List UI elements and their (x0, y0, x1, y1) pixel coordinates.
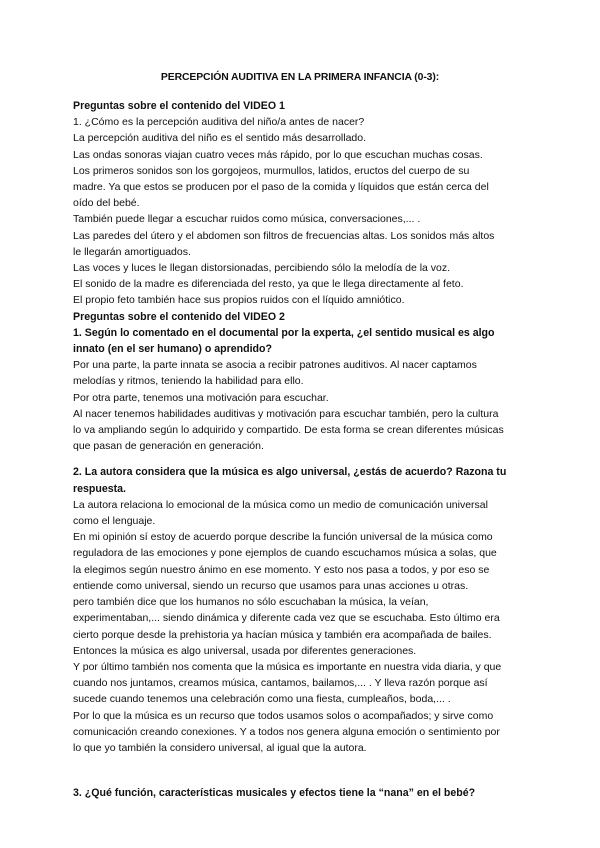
text-line: Entonces la música es algo universal, usada por diferentes generaciones. (73, 644, 417, 657)
text-line: El sonido de la madre es diferenciada del resto, ya que le llega directamente al feto. (73, 278, 464, 291)
text-line: El propio feto también hace sus propios ruidos con el líquido amniótico. (73, 294, 405, 307)
text-line: cuando nos juntamos, creamos música, cantamos, bailamos,... . Y lleva razón porque así (73, 677, 488, 690)
text-line: Las paredes del útero y el abdomen son filtros de frecuencias altas. Los sonidos más altos (73, 229, 495, 242)
question-1 (73, 325, 533, 357)
text-line: reguladora de las emociones y pone ejemplos de cuando escuchamos música a solas, que (73, 547, 497, 560)
text-line: como el lenguaje. (73, 515, 156, 528)
text-line: pero también dice que los humanos no sólo escuchaban la música, la veían, (73, 596, 429, 609)
question-line: 2. La autora considera que la música es algo universal, ¿estás de acuerdo? Razona tu (73, 466, 507, 479)
text-line: Por una parte, la parte innata se asocia a recibir patrones auditivos. Al nacer captamos (73, 359, 477, 372)
question-3 (73, 785, 533, 801)
question-line: 3. ¿Qué función, características musicales y efectos tiene la “nana” en el bebé? (73, 787, 476, 800)
text-line: comunicación creando conexiones. Y a todos nos genera alguna emoción o sentimiento por (73, 725, 500, 738)
text-line: Los primeros sonidos son los gorgojeos, murmullos, latidos, eructos del cuerpo de su (73, 164, 470, 177)
question-line: respuesta. (73, 482, 126, 495)
text-line: Por otra parte, tenemos una motivación para escuchar. (73, 391, 329, 404)
document-title: PERCEPCIÓN AUDITIVA EN LA PRIMERA INFANCIA (0-3): (160, 72, 440, 83)
text-line: Las ondas sonoras viajan cuatro veces más rápido, por lo que escuchan muchas cosas. (73, 148, 483, 161)
text-line: sucede cuando tenemos una celebración como una fiesta, cumpleaños, boda,... . (73, 693, 451, 706)
text-line: En mi opinión sí estoy de acuerdo porque describe la función universal de la música como (73, 531, 493, 544)
question-line: 1. Según lo comentado en el documental por la experta, ¿el sentido musical es algo (73, 326, 495, 339)
question-line: innato (en el ser humano) o aprendido? (73, 343, 272, 356)
text-line: lo que yo también la considero universal, al igual que la autora. (73, 741, 367, 754)
text-line: melodías y ritmos, teniendo la habilidad para ello. (73, 375, 304, 388)
text-line: La autora relaciona lo emocional de la música como un medio de comunicación universal (73, 498, 488, 511)
text-line: entiende como universal, siendo un recurso que usamos para unas acciones u otras. (73, 579, 469, 592)
section-heading-video-2: Preguntas sobre el contenido del VIDEO 2 (73, 310, 285, 323)
text-line: Al nacer tenemos habilidades auditivas y motivación para escuchar también, pero la cultura (73, 407, 499, 420)
text-line: la elegimos según nuestro ánimo en ese momento. Y esto nos pasa a todos, y por eso se (73, 563, 490, 576)
text-line: que pasan de generación en generación. (73, 440, 264, 453)
text-line: experimentaban,... siendo dinámica y diferente cada vez que se escuchaba. Esto último era (73, 612, 500, 625)
text-line: lo va ampliando según lo adquirido y compartido. De esta forma se crean diferentes músicas (73, 424, 504, 437)
text-line: madre. Ya que estos se producen por el paso de la comida y líquidos que están cerca del (73, 181, 489, 194)
section-heading-video-1: Preguntas sobre el contenido del VIDEO 1 (73, 100, 285, 112)
text-line: Y por último también nos comenta que la música es importante en nuestra vida diaria, y que (73, 660, 502, 673)
text-line: La percepción auditiva del niño es el sentido más desarrollado. (73, 132, 367, 145)
question-2 (73, 464, 533, 496)
answer-2 (73, 497, 533, 756)
text-line: cierto porque desde la prehistoria ya hacían música y también era acompañada de bailes. (73, 628, 492, 641)
text-line: También puede llegar a escuchar ruidos como música, conversaciones,... . (73, 213, 421, 226)
answer-1 (73, 357, 533, 454)
text-line: Las voces y luces le llegan distorsionadas, percibiendo sólo la melodía de la voz. (73, 262, 451, 275)
section-1-text (73, 114, 533, 308)
text-line: le llegarán amortiguados. (73, 245, 191, 258)
text-line: 1. ¿Cómo es la percepción auditiva del niño/a antes de nacer? (73, 116, 365, 129)
text-line: Por lo que la música es un recurso que todos usamos solos o acompañados; y sirve como (73, 709, 494, 722)
document-body (73, 98, 533, 801)
text-line: oído del bebé. (73, 197, 140, 210)
